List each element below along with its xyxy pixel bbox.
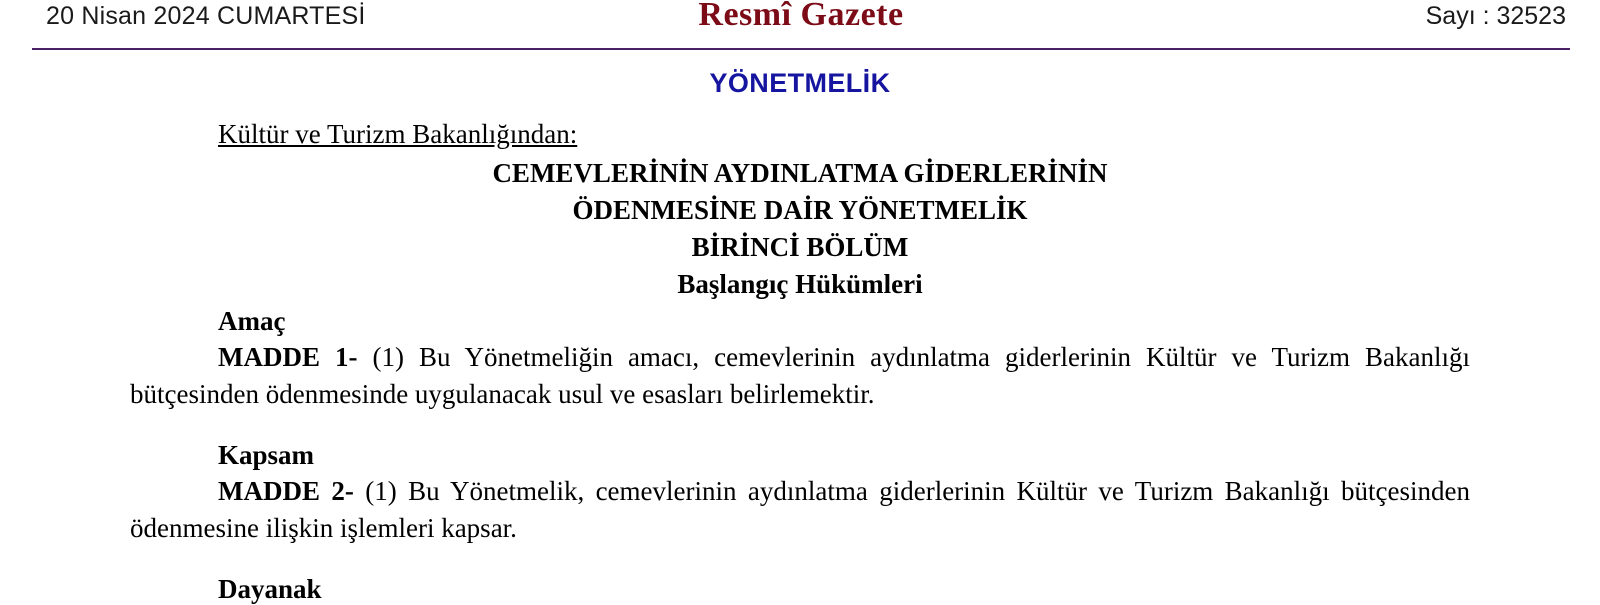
issue-number: Sayı : 32523 bbox=[1425, 2, 1566, 30]
article-paragraph-2 bbox=[130, 473, 1470, 547]
masthead bbox=[32, 0, 1570, 50]
article-paragraph-1 bbox=[130, 339, 1470, 413]
regulation-title bbox=[130, 155, 1470, 229]
publication-date: 20 Nisan 2024 CUMARTESİ bbox=[46, 2, 366, 30]
article-label-1: MADDE 1- bbox=[218, 342, 358, 372]
article-heading-amac: Amaç bbox=[218, 306, 286, 336]
document-type-heading: YÖNETMELİK bbox=[709, 68, 891, 98]
article-label-2: MADDE 2- bbox=[218, 476, 354, 506]
article-text-2: (1) Bu Yönetmelik, cemevlerinin aydınlatma giderlerinin Kültür ve Turizm Bakanlığı bütçesinden ödenmesine ilişkin işlemleri kapsar. bbox=[130, 476, 1470, 543]
article-heading-kapsam: Kapsam bbox=[218, 440, 315, 470]
issuing-authority: Kültür ve Turizm Bakanlığından: bbox=[218, 119, 578, 149]
regulation-title-line-1: CEMEVLERİNİN AYDINLATMA GİDERLERİNİN bbox=[492, 158, 1108, 188]
next-article-partial bbox=[130, 574, 1470, 604]
article-heading-dayanak: Dayanak bbox=[218, 574, 322, 604]
text-column bbox=[130, 119, 1470, 604]
regulation-title-line-2: ÖDENMESİNE DAİR YÖNETMELİK bbox=[572, 195, 1028, 225]
section-subtitle: Başlangıç Hükümleri bbox=[677, 269, 923, 299]
gazette-title: Resmî Gazete bbox=[698, 0, 904, 33]
article-text-1: (1) Bu Yönetmeliğin amacı, cemevlerinin aydınlatma giderlerinin Kültür ve Turizm Bakanlığı bütçesinden ödenmesinde uygulanacak usul ve esasları belirlemektir. bbox=[130, 342, 1470, 409]
document-body bbox=[0, 68, 1600, 604]
section-heading: BİRİNCİ BÖLÜM bbox=[691, 232, 909, 262]
